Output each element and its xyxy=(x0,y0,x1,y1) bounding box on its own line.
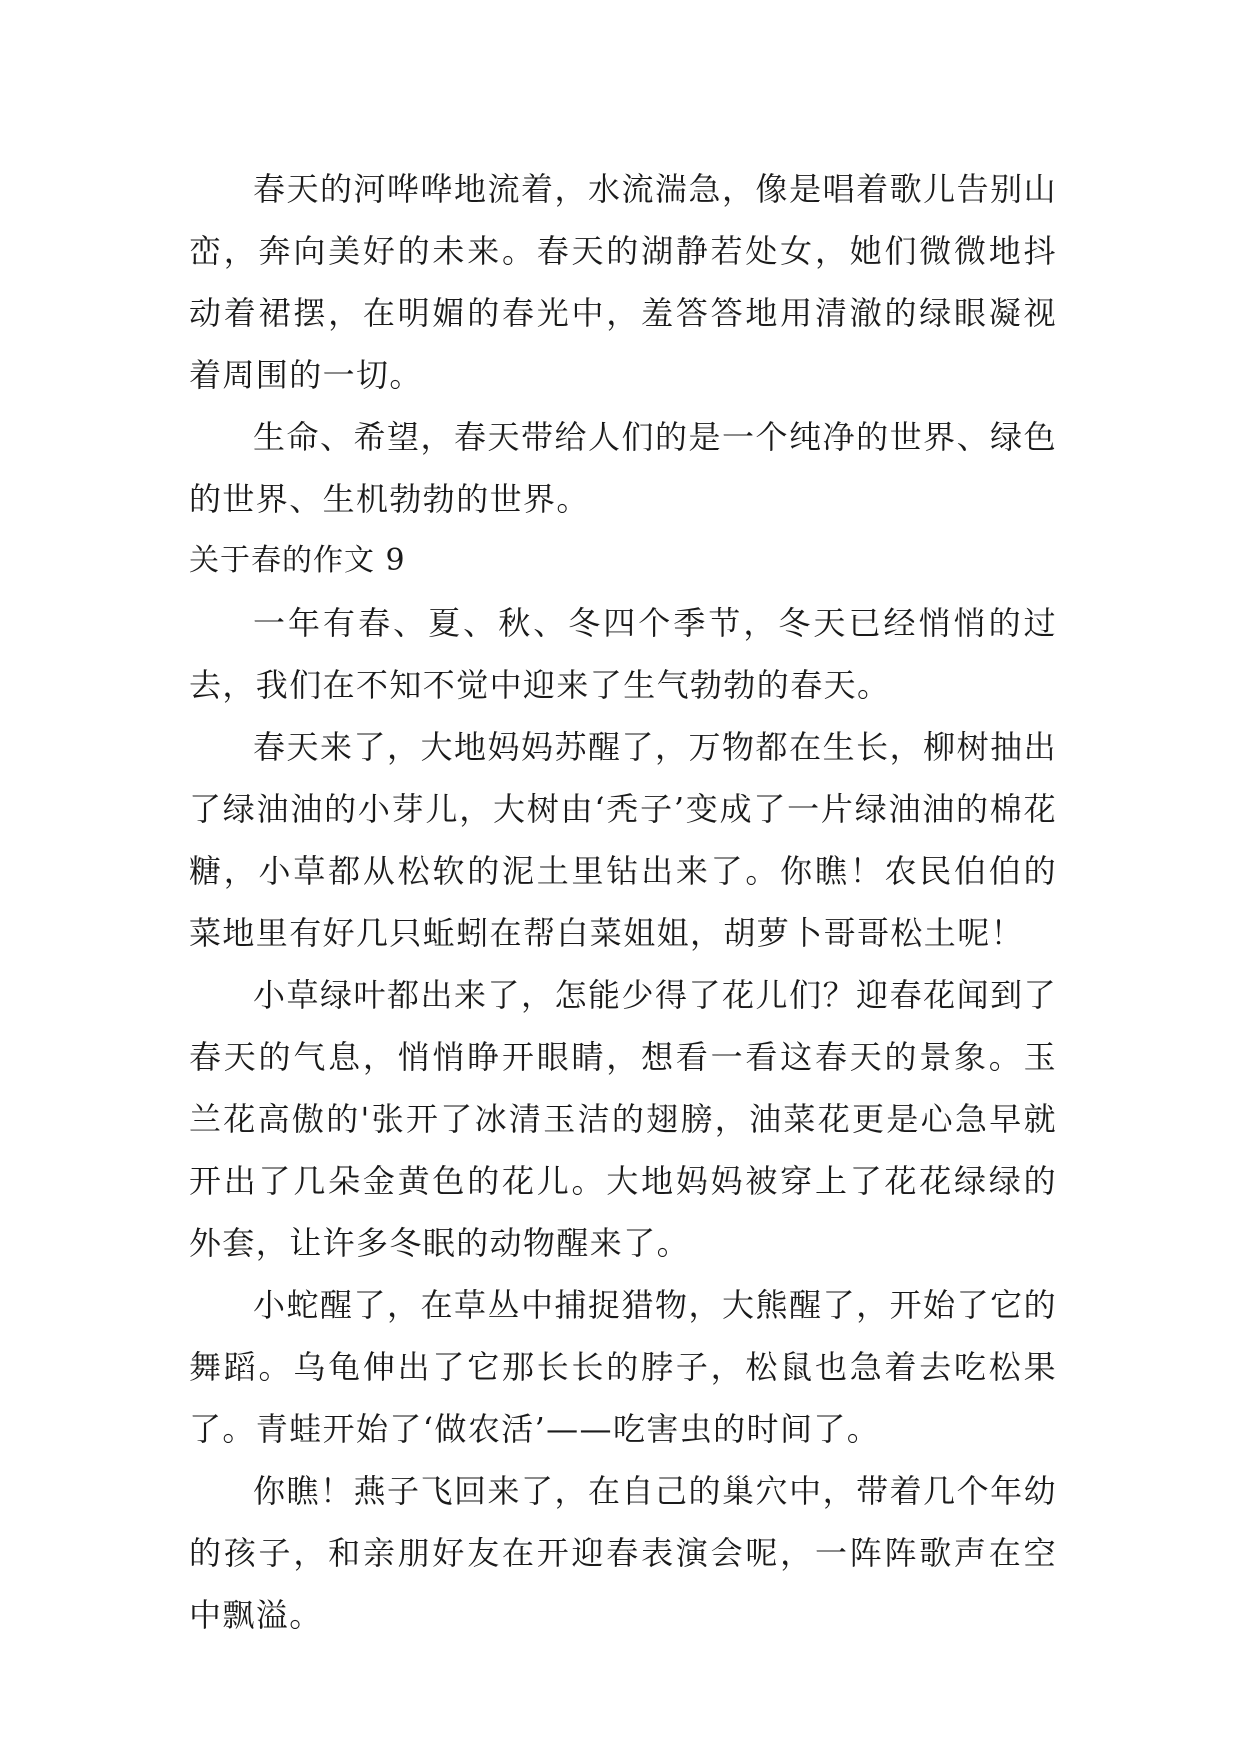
document-body xyxy=(189,158,1057,1646)
section-heading: 关于春的作文 9 xyxy=(189,543,406,578)
paragraph: 生命、希望，春天带给人们的是一个纯净的世界、绿色的世界、生机勃勃的世界。 xyxy=(189,418,1057,518)
paragraph: 春天来了，大地妈妈苏醒了，万物都在生长，柳树抽出了绿油油的小芽儿，大树由‘秃子’变成了一片绿油油的棉花糖，小草都从松软的泥土里钻出来了。你瞧！农民伯伯的菜地里有好几只蚯蚓在帮白菜姐姐，胡萝卜哥哥松土呢！ xyxy=(189,728,1057,952)
paragraph: 春天的河哗哗地流着，水流湍急，像是唱着歌儿告别山峦，奔向美好的未来。春天的湖静若处女，她们微微地抖动着裙摆，在明媚的春光中，羞答答地用清澈的绿眼凝视着周围的一切。 xyxy=(189,170,1057,394)
paragraph: 你瞧！燕子飞回来了，在自己的巢穴中，带着几个年幼的孩子，和亲朋好友在开迎春表演会呢，一阵阵歌声在空中飘溢。 xyxy=(189,1472,1057,1634)
paragraph: 小蛇醒了，在草丛中捕捉猎物，大熊醒了，开始了它的舞蹈。乌龟伸出了它那长长的脖子，松鼠也急着去吃松果了。青蛙开始了‘做农活’——吃害虫的时间了。 xyxy=(189,1286,1057,1448)
paragraph: 一年有春、夏、秋、冬四个季节，冬天已经悄悄的过去，我们在不知不觉中迎来了生气勃勃的春天。 xyxy=(189,604,1057,704)
paragraph: 小草绿叶都出来了，怎能少得了花儿们？迎春花闻到了春天的气息，悄悄睁开眼睛，想看一看这春天的景象。玉兰花高傲的'张开了冰清玉洁的翅膀，油菜花更是心急早就开出了几朵金黄色的花儿。大地妈妈被穿上了花花绿绿的外套，让许多冬眠的动物醒来了。 xyxy=(189,976,1057,1262)
